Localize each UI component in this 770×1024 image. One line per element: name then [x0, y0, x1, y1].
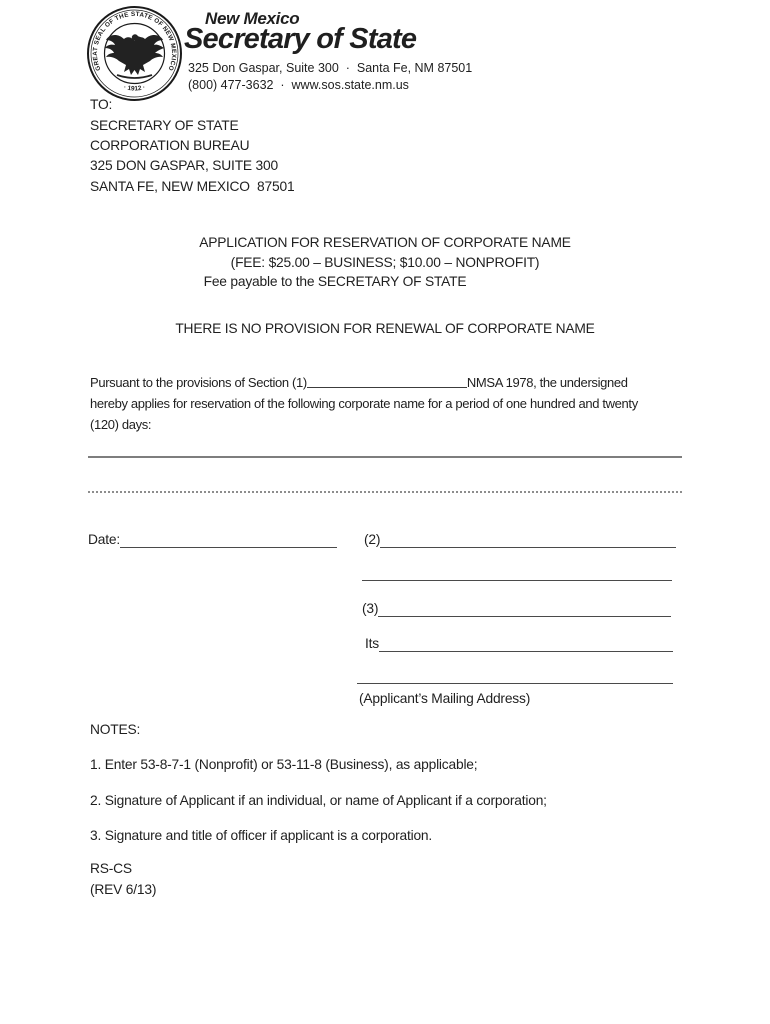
form-revision: (REV 6/13) — [90, 882, 157, 897]
seal-ring-text: GREAT SEAL OF THE STATE OF NEW MEXICO — [91, 10, 178, 72]
its-row — [365, 636, 673, 652]
pursuant-paragraph-line-1 — [90, 375, 628, 390]
letterhead-address: 325 Don Gaspar, Suite 300 · Santa Fe, NM 87501 — [188, 61, 473, 75]
seal-year-text: · 1912 · — [122, 83, 147, 93]
form-title: APPLICATION FOR RESERVATION OF CORPORATE NAME — [199, 235, 571, 250]
date-field[interactable] — [120, 532, 337, 548]
date-row — [88, 532, 337, 548]
section-number-field[interactable] — [307, 376, 467, 388]
field-2-row — [364, 532, 676, 548]
field-2-label: (2) — [364, 532, 381, 547]
its-label: Its — [365, 636, 379, 651]
recipient-line-3: 325 DON GASPAR, SUITE 300 — [90, 158, 278, 173]
officer-signature-field[interactable] — [378, 601, 671, 617]
officer-title-field[interactable] — [379, 636, 673, 652]
org-name-large: Secretary of State — [184, 23, 417, 55]
field-3-label: (3) — [362, 601, 379, 616]
letterhead-phone-website: (800) 477-3632 · www.sos.state.nm.us — [188, 78, 409, 92]
recipient-line-2: CORPORATION BUREAU — [90, 138, 250, 153]
applicant-signature-field-line-2[interactable] — [362, 573, 672, 581]
note-item-3: 3. Signature and title of officer if applicant is a corporation. — [90, 828, 433, 843]
mailing-address-field[interactable] — [357, 676, 673, 684]
mailing-address-caption: (Applicant’s Mailing Address) — [359, 691, 531, 706]
note-item-1: 1. Enter 53-8-7-1 (Nonprofit) or 53-11-8 (Business), as applicable; — [90, 757, 478, 772]
pursuant-paragraph-line-3: (120) days: — [90, 417, 152, 432]
date-label: Date: — [88, 532, 120, 547]
note-item-2: 2. Signature of Applicant if an individual, or name of Applicant if a corporation; — [90, 793, 547, 808]
pursuant-prefix: Pursuant to the provisions of Section (1) — [90, 375, 307, 390]
to-label: TO: — [90, 97, 113, 112]
field-3-row — [362, 601, 671, 617]
org-name-small: New Mexico — [205, 9, 300, 28]
recipient-line-4: SANTA FE, NEW MEXICO 87501 — [90, 179, 295, 194]
form-fee-line: (FEE: $25.00 – BUSINESS; $10.00 – NONPROFIT) — [230, 255, 540, 270]
seal-eagle-icon — [105, 34, 164, 78]
pursuant-suffix: NMSA 1978, the undersigned — [466, 375, 628, 390]
notes-heading: NOTES: — [90, 722, 141, 737]
pursuant-paragraph-line-2: hereby applies for reservation of the following corporate name for a period of one hundred and twenty — [90, 396, 638, 411]
applicant-signature-field[interactable] — [380, 532, 676, 548]
corporate-name-field-line-1[interactable] — [88, 446, 682, 458]
new-mexico-state-seal-icon — [86, 5, 183, 102]
corporate-name-field-line-2[interactable] — [88, 481, 682, 493]
no-renewal-notice: THERE IS NO PROVISION FOR RENEWAL OF CORPORATE NAME — [175, 321, 595, 336]
form-payable-line: Fee payable to the SECRETARY OF STATE — [203, 274, 467, 289]
recipient-line-1: SECRETARY OF STATE — [90, 118, 239, 133]
form-code: RS-CS — [90, 861, 132, 876]
